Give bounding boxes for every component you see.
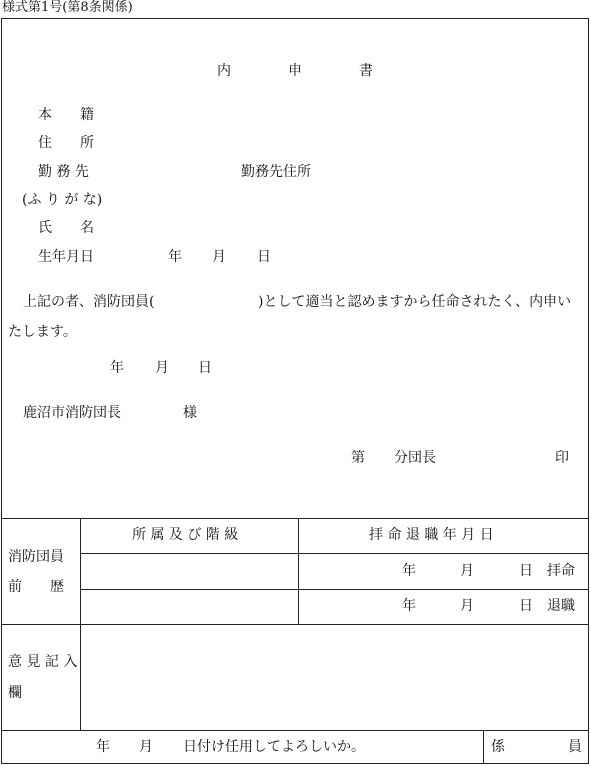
title-char-3: 書: [359, 63, 373, 79]
table-header-rule: [80, 553, 589, 554]
footer-kakari-2: 員: [568, 739, 582, 755]
birth-year-label: 年: [168, 249, 182, 265]
form-frame: [1, 18, 589, 764]
footer-divider: [483, 730, 484, 764]
opinion-label-2: 欄: [8, 685, 22, 701]
history-row1-year: 年: [402, 563, 416, 579]
form-number-label: 様式第1号(第8条関係): [2, 0, 133, 15]
kinmusaki-jusho-label: 勤務先住所: [241, 164, 311, 180]
table-row1-rule: [80, 589, 589, 590]
table-col-divider: [298, 518, 299, 624]
shimei-label-1: 氏: [38, 220, 52, 236]
history-row2-day: 日: [519, 598, 533, 614]
statement-line2: たします。: [8, 324, 77, 340]
honseki-label-2: 籍: [80, 107, 94, 123]
date-day-label: 日: [198, 360, 212, 376]
signature-bundancho: 分団長: [394, 450, 436, 466]
honseki-label-1: 本: [38, 107, 52, 123]
seal-mark: 印: [555, 450, 569, 466]
title-char-1: 内: [217, 63, 231, 79]
birth-day-label: 日: [257, 249, 271, 265]
footer-approval-text: 日付け任用してよろしいか。: [183, 739, 365, 755]
birthdate-label: 生年月日: [38, 249, 94, 265]
addressee-name: 鹿沼市消防団長: [23, 405, 121, 421]
jusho-label-1: 住: [38, 135, 52, 151]
table-top-rule: [1, 518, 589, 519]
opinion-label-1: 意 見 記 入: [8, 654, 78, 670]
date-month-label: 月: [155, 360, 169, 376]
furigana-label: (ふ り が な): [22, 192, 103, 208]
history-row-label-1: 消防団員: [8, 549, 64, 565]
history-row2-year: 年: [402, 598, 416, 614]
history-col2-header: 拝 命 退 職 年 月 日: [369, 527, 494, 543]
history-row2-status: 退職: [547, 598, 575, 614]
history-row1-status: 拝命: [547, 563, 575, 579]
table-opinion-bottom-rule: [1, 730, 589, 731]
signature-dai: 第: [351, 450, 365, 466]
history-col1-header: 所 属 及 び 階 級: [132, 527, 239, 543]
history-row2-month: 月: [460, 598, 474, 614]
title-char-2: 申: [288, 63, 302, 79]
history-row-label-2: 前 歴: [8, 579, 64, 595]
footer-kakari-1: 係: [491, 739, 505, 755]
jusho-label-2: 所: [80, 135, 94, 151]
addressee-honorific: 様: [183, 405, 197, 421]
history-row1-day: 日: [519, 563, 533, 579]
statement-line1-prefix: 上記の者、消防団員(: [23, 294, 155, 310]
footer-year: 年: [96, 739, 110, 755]
history-row1-month: 月: [460, 563, 474, 579]
date-year-label: 年: [110, 360, 124, 376]
statement-line1-suffix: )として適当と認めますから任命されたく、内申い: [258, 294, 572, 310]
footer-month: 月: [139, 739, 153, 755]
kinmusaki-label: 勤 務 先: [38, 164, 89, 180]
table-history-bottom-rule: [1, 624, 589, 625]
birth-month-label: 月: [212, 249, 226, 265]
shimei-label-2: 名: [80, 220, 94, 236]
